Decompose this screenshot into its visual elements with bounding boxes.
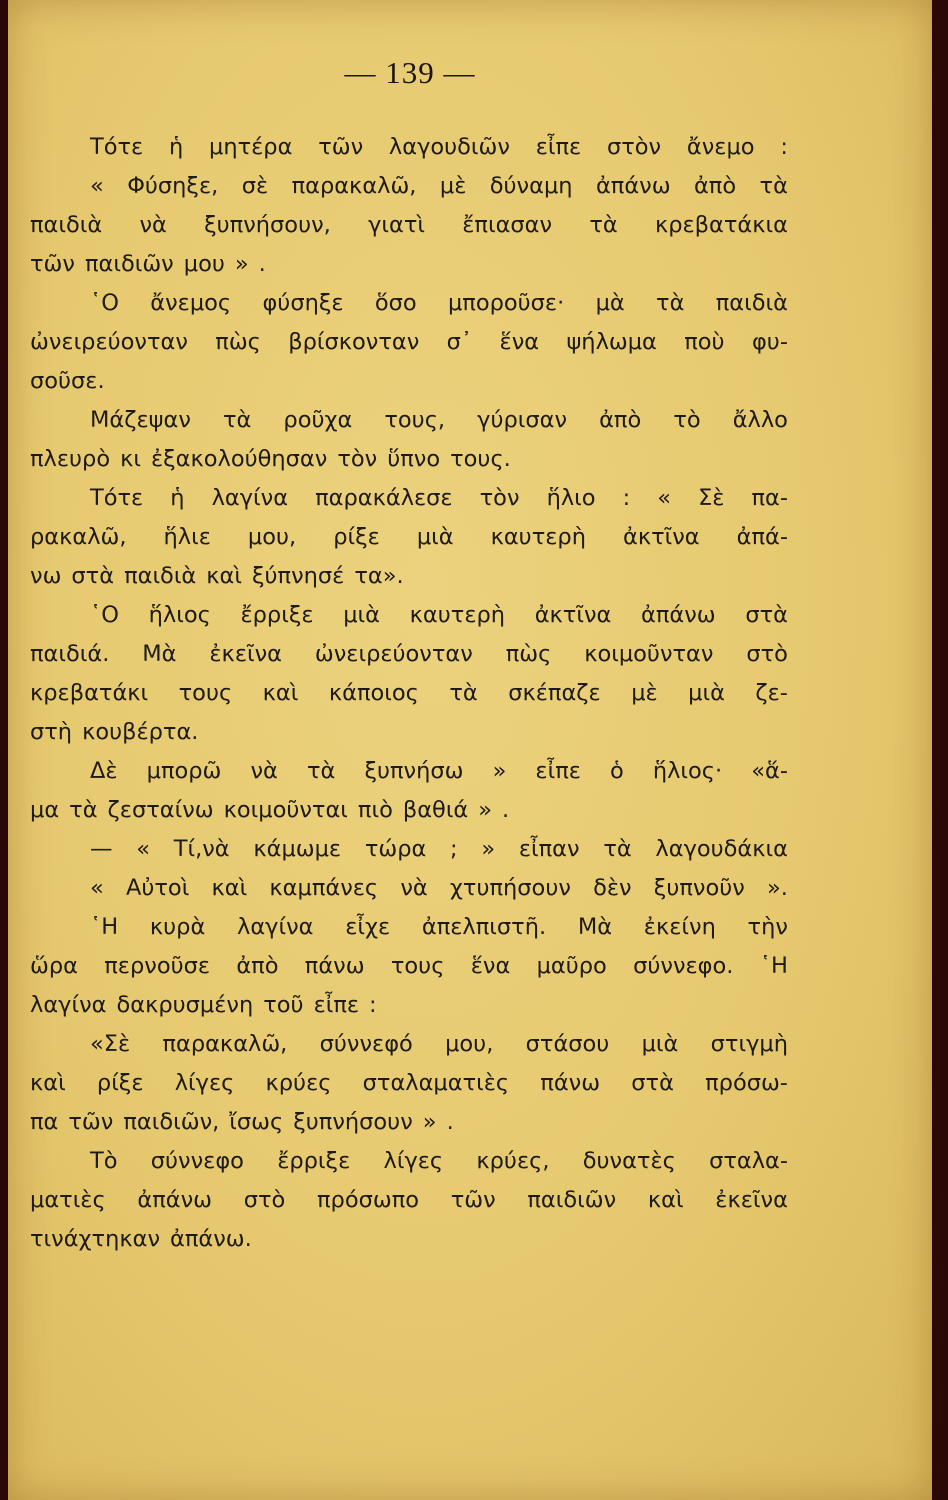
body-text: [30, 128, 788, 1259]
text-line: παιδιά. Μὰ ἐκεῖνα ὠνειρεύονταν πὼς κοιμοῦνταν στὸ: [30, 641, 788, 667]
text-line: « Αὐτοὶ καὶ καμπάνες νὰ χτυπήσουν δὲν ξυπνοῦν ».: [90, 875, 788, 901]
text-line: καὶ ρίξε λίγες κρύες σταλαματιὲς πάνω στὰ πρόσω-: [30, 1070, 788, 1096]
text-line: Τὸ σύννεφο ἔρριξε λίγες κρύες, δυνατὲς σταλα-: [90, 1148, 788, 1174]
text-line: Τότε ἡ λαγίνα παρακάλεσε τὸν ἥλιο : « Σὲ πα-: [90, 485, 788, 511]
text-line: παιδιὰ νὰ ξυπνήσουν, γιατὶ ἔπιασαν τὰ κρεβατάκια: [30, 212, 788, 238]
text-line: ὥρα περνοῦσε ἀπὸ πάνω τους ἕνα μαῦρο σύννεφο. ῾Η: [30, 953, 788, 979]
text-line: — « Τί,νὰ κάμωμε τώρα ; » εἶπαν τὰ λαγουδάκια: [90, 836, 788, 862]
book-page: [8, 0, 932, 1500]
text-line: ῾Ο ἄνεμος φύσηξε ὅσο μποροῦσε· μὰ τὰ παιδιὰ: [90, 290, 788, 316]
text-line: Τότε ἡ μητέρα τῶν λαγουδιῶν εἶπε στὸν ἄνεμο :: [90, 134, 788, 160]
text-line: κρεβατάκι τους καὶ κάποιος τὰ σκέπαζε μὲ μιὰ ζε-: [30, 680, 788, 706]
text-line: τῶν παιδιῶν μου » .: [30, 251, 266, 277]
text-line: Δὲ μπορῶ νὰ τὰ ξυπνήσω » εἶπε ὁ ἥλιος· «ἅ-: [90, 758, 788, 784]
text-line: ῾Ο ἥλιος ἔρριξε μιὰ καυτερὴ ἀκτῖνα ἀπάνω στὰ: [90, 602, 788, 628]
text-line: ματιὲς ἀπάνω στὸ πρόσωπο τῶν παιδιῶν καὶ ἐκεῖνα: [30, 1187, 788, 1213]
text-line: πα τῶν παιδιῶν, ἴσως ξυπνήσουν » .: [30, 1109, 454, 1135]
text-line: Μάζεψαν τὰ ροῦχα τους, γύρισαν ἀπὸ τὸ ἄλλο: [90, 407, 788, 433]
text-line: τινάχτηκαν ἀπάνω.: [30, 1226, 252, 1252]
text-line: σοῦσε.: [30, 368, 105, 394]
text-line: λαγίνα δακρυσμένη τοῦ εἶπε :: [30, 992, 377, 1018]
text-line: νω στὰ παιδιὰ καὶ ξύπνησέ τα».: [30, 563, 404, 589]
text-line: ὠνειρεύονταν πὼς βρίσκονταν σ᾿ ἕνα ψήλωμα ποὺ φυ-: [30, 329, 788, 355]
text-line: ρακαλῶ, ἥλιε μου, ρίξε μιὰ καυτερὴ ἀκτῖνα ἀπά-: [30, 524, 788, 550]
text-line: «Σὲ παρακαλῶ, σύννεφό μου, στάσου μιὰ στιγμὴ: [90, 1031, 788, 1057]
text-line: πλευρὸ κι ἐξακολούθησαν τὸν ὕπνο τους.: [30, 446, 511, 472]
text-line: μα τὰ ζεσταίνω κοιμοῦνται πιὸ βαθιά » .: [30, 797, 510, 823]
text-line: « Φύσηξε, σὲ παρακαλῶ, μὲ δύναμη ἀπάνω ἀπὸ τὰ: [90, 173, 788, 199]
text-line: ῾Η κυρὰ λαγίνα εἶχε ἀπελπιστῆ. Μὰ ἐκείνη τὴν: [90, 914, 788, 940]
text-line: στὴ κουβέρτα.: [30, 719, 199, 745]
page-number: — 139 —: [344, 55, 476, 90]
